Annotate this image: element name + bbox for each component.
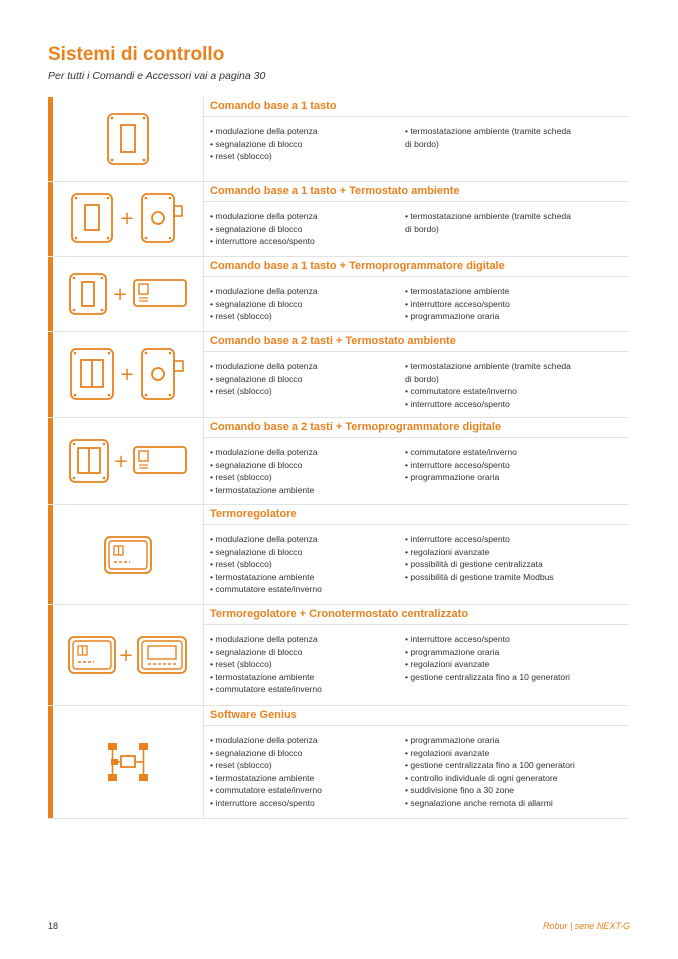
feature-item: • segnalazione di blocco: [210, 298, 405, 311]
table-row: [48, 257, 629, 332]
feature-item: • termostatazione ambiente: [210, 671, 405, 684]
feature-item: • termostatazione ambiente: [210, 571, 405, 584]
feature-item: • termostatazione ambiente: [210, 772, 405, 785]
row-icon-cell: [53, 706, 204, 818]
feature-item: • programmazione oraria: [405, 471, 600, 484]
table-row: [48, 182, 629, 257]
feature-item: • termostatazione ambiente: [210, 484, 405, 497]
row-title: Comando base a 2 tasti + Termostato ambiente: [204, 332, 629, 352]
row-icon-cell: [53, 257, 204, 331]
row-title: Comando base a 2 tasti + Termoprogrammatore digitale: [204, 418, 629, 438]
feature-item: • reset (sblocco): [210, 658, 405, 671]
feature-item: • reset (sblocco): [210, 558, 405, 571]
feature-item: • reset (sblocco): [210, 310, 405, 323]
row-icon-cell: [53, 182, 204, 256]
feature-item: • interruttore acceso/spento: [405, 298, 600, 311]
feature-item: • interruttore acceso/spento: [210, 235, 405, 248]
row-icon-cell: [53, 605, 204, 705]
feature-item: • programmazione oraria: [405, 734, 600, 747]
feature-item: di bordo): [405, 223, 439, 234]
feature-item: • suddivisione fino a 30 zone: [405, 784, 600, 797]
table-row: [48, 505, 629, 605]
feature-item: • interruttore acceso/spento: [405, 459, 600, 472]
feature-item: • interruttore acceso/spento: [210, 797, 405, 810]
page-subtitle: Per tutti i Comandi e Accessori vai a pagina 30: [48, 70, 266, 82]
row-title: Termoregolatore + Cronotermostato centralizzato: [204, 605, 629, 625]
feature-item: • modulazione della potenza: [210, 533, 405, 546]
row-title: Comando base a 1 tasto: [204, 97, 629, 117]
single-button-plus-digital-programmer-icon: [68, 272, 188, 316]
table-row: [48, 418, 629, 505]
brand-footer: Robur | serie NEXT-G: [542, 921, 630, 931]
feature-item: • modulazione della potenza: [210, 285, 405, 298]
thermoregulator-icon: [104, 536, 152, 574]
row-title: Comando base a 1 tasto + Termoprogrammatore digitale: [204, 257, 629, 277]
single-button-control-icon: [107, 113, 149, 165]
feature-item: di bordo): [405, 138, 439, 149]
feature-item: • programmazione oraria: [405, 646, 600, 659]
feature-item: • termostatazione ambiente (tramite scheda: [405, 360, 600, 373]
thermoregulator-plus-chronothermostat-icon: [68, 636, 188, 674]
feature-item: • commutatore estate/inverno: [405, 385, 600, 398]
feature-item: • segnalazione di blocco: [210, 138, 405, 151]
feature-item: • modulazione della potenza: [210, 446, 405, 459]
feature-item: • gestione centralizzata fino a 100 generatori: [405, 759, 600, 772]
feature-item: • modulazione della potenza: [210, 734, 405, 747]
feature-item: • gestione centralizzata fino a 10 generatori: [405, 671, 600, 684]
row-icon-cell: [53, 332, 204, 417]
feature-item: • segnalazione di blocco: [210, 546, 405, 559]
double-button-plus-digital-programmer-icon: [68, 438, 188, 484]
row-title: Termoregolatore: [204, 505, 629, 525]
feature-item: di bordo): [405, 373, 439, 384]
feature-item: • segnalazione di blocco: [210, 459, 405, 472]
row-title: Software Genius: [204, 706, 629, 726]
page-title: Sistemi di controllo: [48, 44, 225, 65]
svg-text:+: +: [118, 645, 134, 666]
feature-item: • commutatore estate/inverno: [405, 446, 600, 459]
svg-text:+: +: [119, 208, 135, 229]
feature-item: • regolazioni avanzate: [405, 747, 600, 760]
feature-item: • controllo individuale di ogni generatore: [405, 772, 600, 785]
feature-item: • segnalazione di blocco: [210, 373, 405, 386]
page-number: 18: [48, 921, 59, 931]
feature-item: • modulazione della potenza: [210, 360, 405, 373]
svg-text:+: +: [112, 284, 128, 305]
feature-item: • segnalazione di blocco: [210, 223, 405, 236]
feature-item: • reset (sblocco): [210, 759, 405, 772]
single-button-plus-thermostat-icon: [70, 192, 186, 246]
feature-item: • regolazioni avanzate: [405, 658, 600, 671]
feature-item: • reset (sblocco): [210, 471, 405, 484]
feature-item: • commutatore estate/inverno: [210, 683, 405, 696]
feature-item: • segnalazione di blocco: [210, 747, 405, 760]
svg-text:+: +: [119, 363, 135, 385]
feature-item: • interruttore acceso/spento: [405, 398, 600, 411]
feature-item: • segnalazione di blocco: [210, 646, 405, 659]
feature-item: • modulazione della potenza: [210, 210, 405, 223]
feature-item: • interruttore acceso/spento: [405, 633, 600, 646]
svg-text:+: +: [113, 451, 129, 472]
table-row: [48, 332, 629, 418]
feature-item: • modulazione della potenza: [210, 633, 405, 646]
feature-item: • termostatazione ambiente: [405, 285, 600, 298]
feature-item: • commutatore estate/inverno: [210, 583, 405, 596]
table-row: [48, 706, 629, 819]
control-systems-table: [48, 97, 629, 819]
feature-item: • commutatore estate/inverno: [210, 784, 405, 797]
feature-item: • possibilità di gestione centralizzata: [405, 558, 600, 571]
feature-item: • interruttore acceso/spento: [405, 533, 600, 546]
software-network-icon: [106, 741, 150, 783]
feature-item: • reset (sblocco): [210, 150, 405, 163]
table-row: [48, 605, 629, 706]
feature-item: • reset (sblocco): [210, 385, 405, 398]
feature-item: • programmazione oraria: [405, 310, 600, 323]
table-row: [48, 97, 629, 182]
feature-item: • termostatazione ambiente (tramite scheda: [405, 125, 600, 138]
feature-item: • possibilità di gestione tramite Modbus: [405, 571, 600, 584]
row-title: Comando base a 1 tasto + Termostato ambiente: [204, 182, 629, 202]
feature-item: • regolazioni avanzate: [405, 546, 600, 559]
feature-item: • modulazione della potenza: [210, 125, 405, 138]
row-icon-cell: [53, 97, 204, 181]
double-button-plus-thermostat-icon: [69, 347, 187, 403]
feature-item: • termostatazione ambiente (tramite scheda: [405, 210, 600, 223]
row-icon-cell: [53, 505, 204, 604]
row-icon-cell: [53, 418, 204, 504]
feature-item: • segnalazione anche remota di allarmi: [405, 797, 600, 810]
